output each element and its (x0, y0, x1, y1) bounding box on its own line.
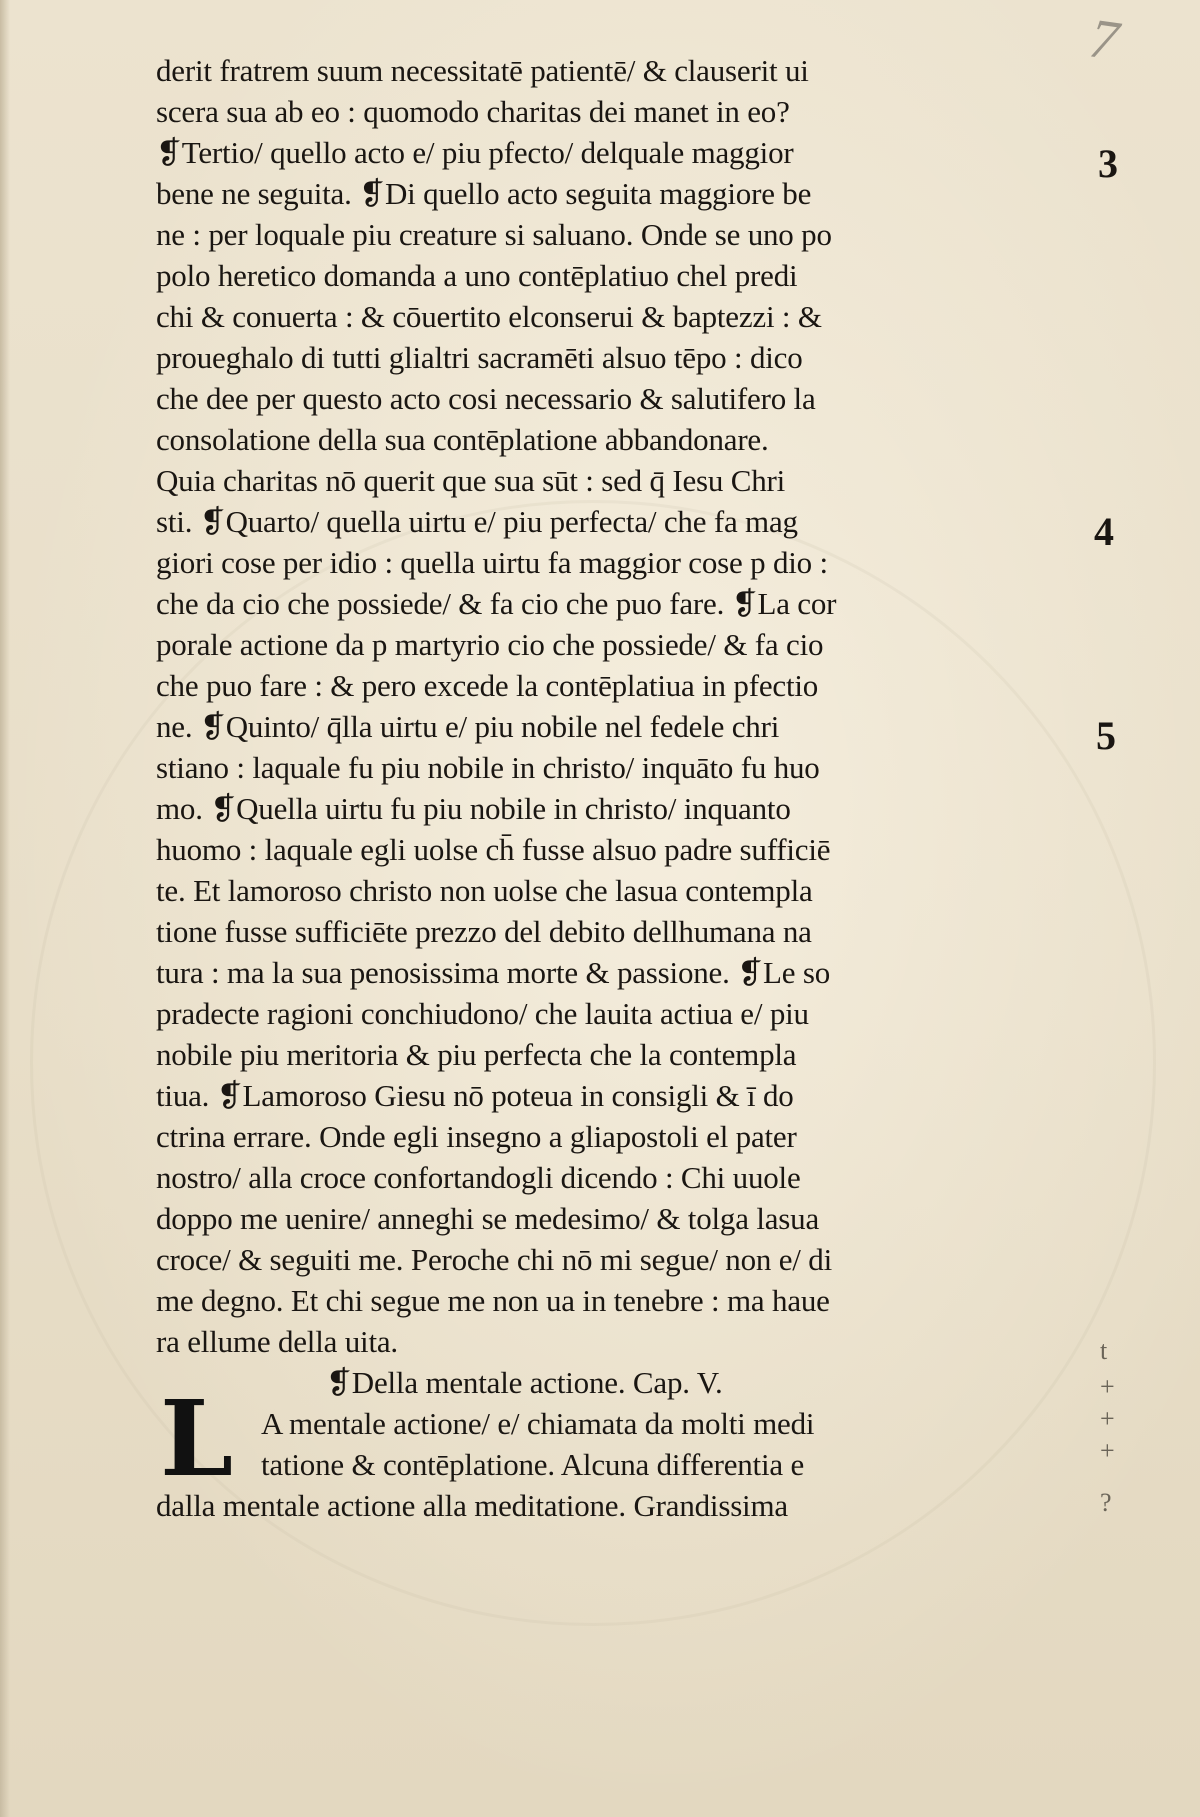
folio-number: 7 (1085, 7, 1123, 73)
margin-mark: ? (1100, 1488, 1112, 1517)
text-line: che da cio che possiede/ & fa cio che puo fare. ❡La cor (156, 586, 837, 621)
text-line: bene ne seguita. ❡Di quello acto seguita maggiore be (156, 176, 812, 211)
text-line: Quia charitas nō querit que sua sūt : sed q̄ Iesu Chri (156, 463, 786, 498)
page-edge (0, 0, 10, 1817)
drop-capital: L (160, 1377, 234, 1500)
text-line: huomo : laquale egli uolse ch̄ fusse alsuo padre sufficiē (156, 832, 831, 867)
text-line: nostro/ alla croce confortandogli dicendo : Chi uuole (156, 1160, 801, 1195)
text-line: proueghalo di tutti glialtri sacramēti alsuo tēpo : dico (156, 340, 803, 375)
text-line: me degno. Et chi segue me non ua in tenebre : ma haue (156, 1283, 830, 1318)
margin-mark: t (1100, 1336, 1108, 1365)
text-line: chi & conuerta : & cōuertito elconserui & baptezzi : & (156, 299, 822, 334)
text-line: sti. ❡Quarto/ quella uirtu e/ piu perfecta/ che fa mag (156, 504, 798, 539)
text-line: pradecte ragioni conchiudono/ che lauita actiua e/ piu (156, 996, 809, 1031)
text-line: che puo fare : & pero excede la contēplatiua in pfectio (156, 668, 819, 703)
chapter-line: tatione & contēplatione. Alcuna differentia e (261, 1447, 805, 1482)
margin-number-3: 3 (1098, 141, 1118, 186)
chapter-line: A mentale actione/ e/ chiamata da molti medi (261, 1406, 815, 1441)
text-line: scera sua ab eo : quomodo charitas dei manet in eo? (156, 94, 790, 129)
text-line: croce/ & seguiti me. Peroche chi nō mi segue/ non e/ di (156, 1242, 832, 1277)
text-line: tiua. ❡Lamoroso Giesu nō poteua in consigli & ī do (156, 1078, 794, 1113)
text-line: ne. ❡Quinto/ q̄lla uirtu e/ piu nobile nel fedele chri (156, 709, 780, 744)
text-line: te. Et lamoroso christo non uolse che lasua contempla (156, 873, 813, 908)
margin-mark: + (1100, 1404, 1115, 1433)
text-line: tione fusse sufficiēte prezzo del debito dellhumana na (156, 914, 812, 949)
text-line: ctrina errare. Onde egli insegno a gliapostoli el pater (156, 1119, 797, 1154)
text-line: stiano : laquale fu piu nobile in christo/ inquāto fu huo (156, 750, 820, 785)
chapter-line: dalla mentale actione alla meditatione. Grandissima (156, 1488, 788, 1523)
text-line: polo heretico domanda a uno contēplatiuo chel predi (156, 258, 798, 293)
main-text (156, 50, 1031, 1526)
text-line: giori cose per idio : quella uirtu fa maggior cose p dio : (156, 545, 828, 580)
margin-mark: + (1100, 1436, 1115, 1465)
text-line: consolatione della sua contēplatione abbandonare. (156, 422, 769, 457)
text-line: mo. ❡Quella uirtu fu piu nobile in christo/ inquanto (156, 791, 791, 826)
chapter-heading: ❡Della mentale actione. Cap. V. (326, 1365, 723, 1400)
text-line: nobile piu meritoria & piu perfecta che la contempla (156, 1037, 797, 1072)
text-line: ne : per loquale piu creature si saluano. Onde se uno po (156, 217, 832, 252)
margin-number-4: 4 (1094, 509, 1114, 554)
margin-mark: + (1100, 1372, 1115, 1401)
text-line: porale actione da p martyrio cio che possiede/ & fa cio (156, 627, 824, 662)
text-line: ra ellume della uita. (156, 1324, 398, 1359)
margin-number-5: 5 (1096, 713, 1116, 758)
text-line: derit fratrem suum necessitatē patientē/ & clauserit ui (156, 53, 809, 88)
text-line: tura : ma la sua penosissima morte & passione. ❡Le so (156, 955, 830, 990)
text-line: che dee per questo acto cosi necessario & salutifero la (156, 381, 816, 416)
text-line: ❡Tertio/ quello acto e/ piu pfecto/ delquale maggior (156, 135, 794, 170)
text-line: doppo me uenire/ anneghi se medesimo/ & tolga lasua (156, 1201, 820, 1236)
